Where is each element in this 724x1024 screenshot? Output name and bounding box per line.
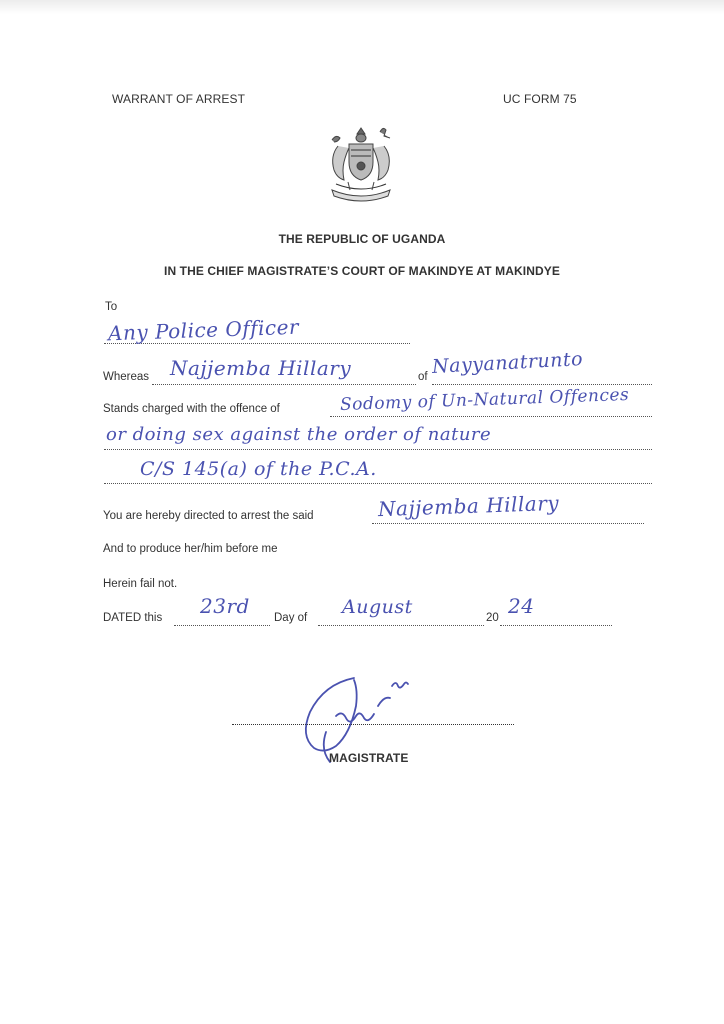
produce-text: And to produce her/him before me	[103, 543, 278, 555]
day-handwriting: 23rd	[200, 594, 250, 618]
whereas-label: Whereas	[103, 371, 150, 383]
year-prefix: 20	[486, 612, 499, 624]
republic-heading: THE REPUBLIC OF UGANDA	[278, 232, 446, 246]
offence-dotted-line-3	[104, 483, 652, 484]
year-handwriting: 24	[508, 594, 535, 618]
whereas-dotted-line	[152, 384, 416, 385]
offence-handwriting-1: Sodomy of Un-Natural Offences	[339, 384, 630, 416]
arrest-handwriting: Najjemba Hillary	[377, 490, 560, 522]
whereas-handwriting: Najjemba Hillary	[170, 356, 352, 380]
offence-dotted-line-2	[104, 449, 652, 450]
year-dotted-line	[500, 625, 612, 626]
month-dotted-line	[318, 625, 484, 626]
magistrate-label: MAGISTRATE	[329, 751, 409, 765]
signature-line	[232, 724, 514, 725]
dated-label: DATED this	[103, 612, 163, 624]
court-heading: IN THE CHIEF MAGISTRATE’S COURT OF MAKINDYE AT MAKINDYE	[164, 264, 560, 278]
coat-of-arms-icon	[318, 124, 404, 206]
fail-text: Herein fail not.	[103, 578, 178, 590]
offence-dotted-line-1	[330, 416, 652, 417]
arrest-label: You are hereby directed to arrest the said	[103, 510, 314, 522]
form-number: UC FORM 75	[503, 92, 577, 106]
of-label: of	[418, 371, 428, 383]
day-dotted-line	[174, 625, 270, 626]
offence-label: Stands charged with the offence of	[103, 403, 280, 415]
of-handwriting: Nayyanatrunto	[431, 348, 584, 378]
offence-handwriting-3: C/S 145(a) of the P.C.A.	[140, 458, 377, 480]
to-handwriting: Any Police Officer	[107, 314, 300, 346]
to-label: To	[105, 301, 118, 313]
scan-shadow	[0, 0, 724, 14]
month-handwriting: August	[342, 596, 413, 618]
day-of-label: Day of	[274, 612, 308, 624]
offence-handwriting-2: or doing sex against the order of nature	[106, 424, 492, 445]
form-title: WARRANT OF ARREST	[112, 92, 246, 106]
arrest-dotted-line	[372, 523, 644, 524]
